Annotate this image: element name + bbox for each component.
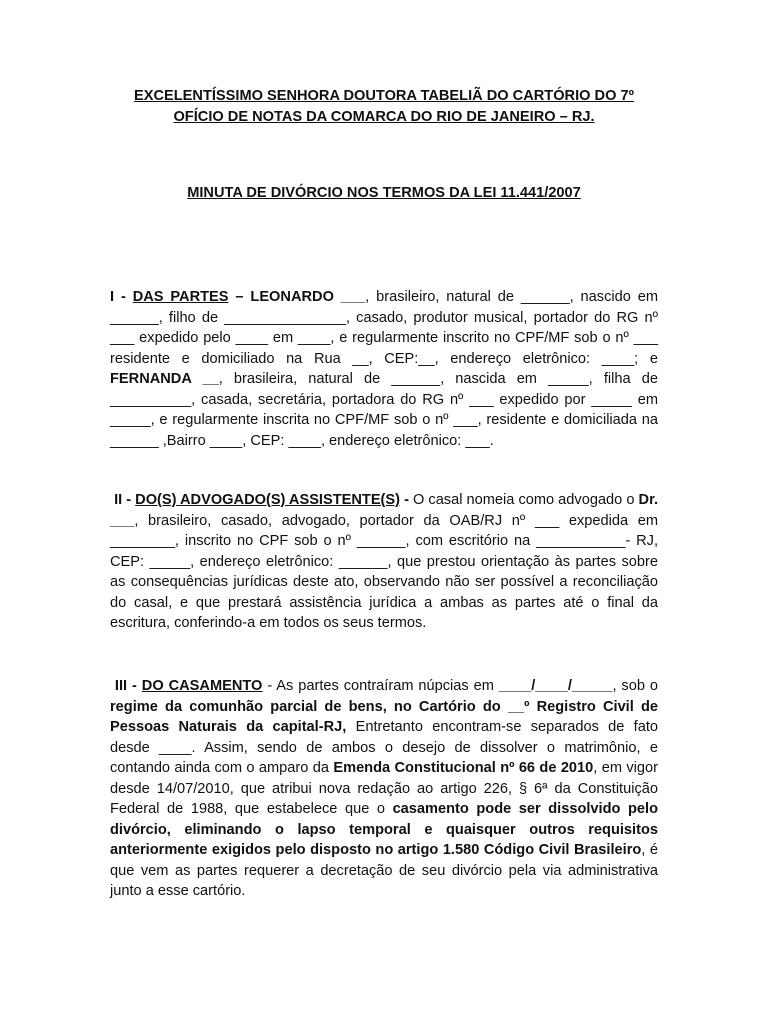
wife-details: , brasileira, natural de ______, nascida em _____, filha de __________, casada, secretária, portadora do RG nº ___ expedido por _____ em _____, e regularmente inscrita no CPF/MF sob o nº ___, residente e domiciliada na ______ ,Bairro ____, CEP: ____, endereço eletrônico: ___.: [110, 371, 658, 449]
addressee-line-2: OFÍCIO DE NOTAS DA COMARCA DO RIO DE JANEIRO – RJ.: [173, 109, 595, 125]
marriage-middle-2: , em vigor desde 14/07/2010, que atribui nova redação ao artigo 226, § 6ª da Constituição Federal de 1988, que estabelece que o: [110, 760, 658, 817]
marriage-regime: regime da comunhão parcial de bens, no Cartório do __º Registro Civil de Pessoas Naturais da capital-RJ,: [110, 698, 658, 735]
addressee-line-1: EXCELENTÍSSIMO SENHORA DOUTORA TABELIÃ DO CARTÓRIO DO 7º: [134, 88, 634, 104]
document-title: MINUTA DE DIVÓRCIO NOS TERMOS DA LEI 11.441/2007: [187, 185, 581, 201]
section-dash: -: [400, 492, 409, 508]
wife-name: FERNANDA __: [110, 371, 219, 387]
section-parties: [110, 287, 658, 451]
lawyer-details: , brasileiro, casado, advogado, portador da OAB/RJ nº ___ expedida em ________, inscrito no CPF sob o nº ______, com escritório na ___________- RJ, CEP: _____, endereço eletrônico: ______, que prestou orientação às partes sobre as consequências jurídicas deste ato, observando não ser possível a reconciliação do casal, e que prestará assistência jurídica a ambas as partes até o final da escritura, conferindo-a em todos os seus termos.: [110, 512, 658, 631]
marriage-date-blank: ____/____/_____: [498, 678, 613, 694]
addressee-heading: [96, 86, 672, 128]
dissolution-clause: casamento pode ser dissolvido pelo divórcio, eliminando o lapso temporal e quaisquer outros requisitos anteriormente exigidos pelo disposto no artigo 1.580 Código Civil Brasileiro: [110, 801, 658, 858]
husband-details: , brasileiro, natural de ______, nascido em ______, filho de _______________, casado, produtor musical, portador do RG nº ___ expedido pelo ____ em ____, e regularmente inscrito no CPF/MF sob o nº ___ residente e domiciliado na Rua __, CEP:__, endereço eletrônico: ____; e: [110, 289, 659, 367]
section-heading: DO(S) ADVOGADO(S) ASSISTENTE(S): [135, 492, 401, 508]
section-lawyers: [110, 490, 658, 634]
section-number: I -: [110, 289, 133, 305]
section-heading: DO CASAMENTO: [141, 678, 263, 694]
marriage-after-date: , sob o: [612, 678, 658, 694]
section-number: III -: [114, 678, 142, 694]
constitutional-amendment: Emenda Constitucional nº 66 de 2010: [333, 760, 594, 776]
lawyer-name: Dr. ___: [110, 492, 658, 529]
husband-name: – LEONARDO ___: [228, 289, 366, 305]
section-marriage: [110, 676, 658, 902]
lawyer-intro: O casal nomeia como advogado o: [408, 492, 639, 508]
marriage-intro: - As partes contraíram núpcias em: [262, 678, 499, 694]
marriage-ending: , é que vem as partes requerer a decretação de seu divórcio pela via administrativa junto a esse cartório.: [110, 842, 658, 899]
section-heading: DAS PARTES: [132, 289, 229, 305]
marriage-middle: Entretanto encontram-se separados de fato desde ____. Assim, sendo de ambos o desejo de dissolver o matrimônio, e contando ainda com o amparo da: [110, 719, 659, 776]
section-number: II -: [114, 492, 136, 508]
